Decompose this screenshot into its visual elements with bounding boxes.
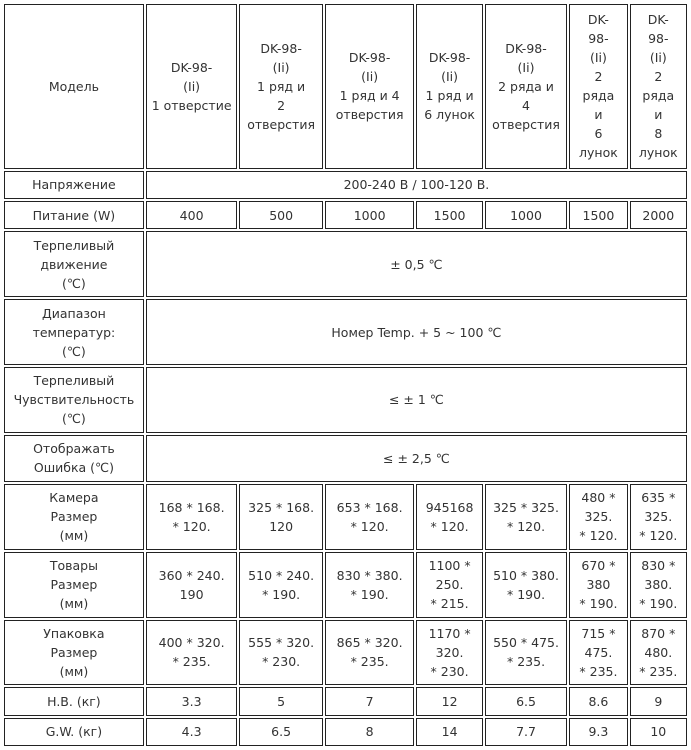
value-cell: 9.3 bbox=[569, 718, 627, 746]
model-cell: DK-98- (Ii) 1 отверстие bbox=[146, 4, 238, 169]
value-cell: 635 * 325. * 120. bbox=[630, 484, 687, 550]
row-label: Модель bbox=[4, 4, 144, 169]
model-cell: DK- 98- (Ii) 2 ряда и 8 лунок bbox=[630, 4, 687, 169]
value-cell: 670 * 380 * 190. bbox=[569, 552, 627, 618]
value-cell: 7 bbox=[325, 687, 415, 715]
value-cell: 4.3 bbox=[146, 718, 238, 746]
value-cell: 8.6 bbox=[569, 687, 627, 715]
value-cell: 715 * 475. * 235. bbox=[569, 620, 627, 686]
value-cell: 1100 * 250. * 215. bbox=[416, 552, 482, 618]
value-cell: 8 bbox=[325, 718, 415, 746]
value-cell: 2000 bbox=[630, 201, 687, 229]
row-tolerance bbox=[4, 231, 687, 297]
row-label: Товары Размер (мм) bbox=[4, 552, 144, 618]
value-cell: 360 * 240. 190 bbox=[146, 552, 238, 618]
spec-table bbox=[2, 2, 689, 748]
value-cell: 1000 bbox=[325, 201, 415, 229]
model-cell: DK-98- (Ii) 1 ряд и 6 лунок bbox=[416, 4, 482, 169]
value-cell: 10 bbox=[630, 718, 687, 746]
value-cell: 870 * 480. * 235. bbox=[630, 620, 687, 686]
value-cell: ≤ ± 2,5 ℃ bbox=[146, 435, 687, 483]
row-label: Камера Размер (мм) bbox=[4, 484, 144, 550]
row-temp-range bbox=[4, 299, 687, 365]
value-cell: 510 * 380. * 190. bbox=[485, 552, 567, 618]
model-cell: DK-98- (Ii) 1 ряд и 2 отверстия bbox=[239, 4, 322, 169]
model-cell: DK-98- (Ii) 2 ряда и 4 отверстия bbox=[485, 4, 567, 169]
row-model bbox=[4, 4, 687, 169]
row-package-size bbox=[4, 620, 687, 686]
value-cell: 325 * 325. * 120. bbox=[485, 484, 567, 550]
value-cell: 12 bbox=[416, 687, 482, 715]
value-cell: 9 bbox=[630, 687, 687, 715]
row-display-error bbox=[4, 435, 687, 483]
value-cell: 1500 bbox=[569, 201, 627, 229]
value-cell: 830 * 380. * 190. bbox=[630, 552, 687, 618]
model-cell: DK-98- (Ii) 1 ряд и 4 отверстия bbox=[325, 4, 415, 169]
value-cell: 14 bbox=[416, 718, 482, 746]
value-cell: 480 * 325. * 120. bbox=[569, 484, 627, 550]
value-cell: 945168 * 120. bbox=[416, 484, 482, 550]
row-label: Питание (W) bbox=[4, 201, 144, 229]
row-label: Отображать Ошибка (℃) bbox=[4, 435, 144, 483]
row-chamber-size bbox=[4, 484, 687, 550]
value-cell: 325 * 168. 120 bbox=[239, 484, 322, 550]
value-cell: 7.7 bbox=[485, 718, 567, 746]
value-cell: ± 0,5 ℃ bbox=[146, 231, 687, 297]
row-power bbox=[4, 201, 687, 229]
value-cell: 200-240 В / 100-120 В. bbox=[146, 171, 687, 199]
row-net-weight bbox=[4, 687, 687, 715]
value-cell: ≤ ± 1 ℃ bbox=[146, 367, 687, 433]
value-cell: 830 * 380. * 190. bbox=[325, 552, 415, 618]
value-cell: 550 * 475. * 235. bbox=[485, 620, 567, 686]
row-goods-size bbox=[4, 552, 687, 618]
value-cell: 1500 bbox=[416, 201, 482, 229]
value-cell: 1000 bbox=[485, 201, 567, 229]
value-cell: 510 * 240. * 190. bbox=[239, 552, 322, 618]
value-cell: 168 * 168. * 120. bbox=[146, 484, 238, 550]
value-cell: 3.3 bbox=[146, 687, 238, 715]
value-cell: Номер Temp. + 5 ~ 100 ℃ bbox=[146, 299, 687, 365]
row-label: Терпеливый Чувствительность (℃) bbox=[4, 367, 144, 433]
model-cell: DK- 98- (Ii) 2 ряда и 6 лунок bbox=[569, 4, 627, 169]
value-cell: 653 * 168. * 120. bbox=[325, 484, 415, 550]
value-cell: 865 * 320. * 235. bbox=[325, 620, 415, 686]
row-sensitivity bbox=[4, 367, 687, 433]
row-label: Упаковка Размер (мм) bbox=[4, 620, 144, 686]
row-label: Диапазон температур: (℃) bbox=[4, 299, 144, 365]
row-label: Терпеливый движение (℃) bbox=[4, 231, 144, 297]
row-label: H.B. (кг) bbox=[4, 687, 144, 715]
value-cell: 6.5 bbox=[485, 687, 567, 715]
row-gross-weight bbox=[4, 718, 687, 746]
value-cell: 5 bbox=[239, 687, 322, 715]
row-label: G.W. (кг) bbox=[4, 718, 144, 746]
value-cell: 6.5 bbox=[239, 718, 322, 746]
value-cell: 500 bbox=[239, 201, 322, 229]
value-cell: 555 * 320. * 230. bbox=[239, 620, 322, 686]
value-cell: 1170 * 320. * 230. bbox=[416, 620, 482, 686]
value-cell: 400 * 320. * 235. bbox=[146, 620, 238, 686]
row-voltage bbox=[4, 171, 687, 199]
row-label: Напряжение bbox=[4, 171, 144, 199]
value-cell: 400 bbox=[146, 201, 238, 229]
